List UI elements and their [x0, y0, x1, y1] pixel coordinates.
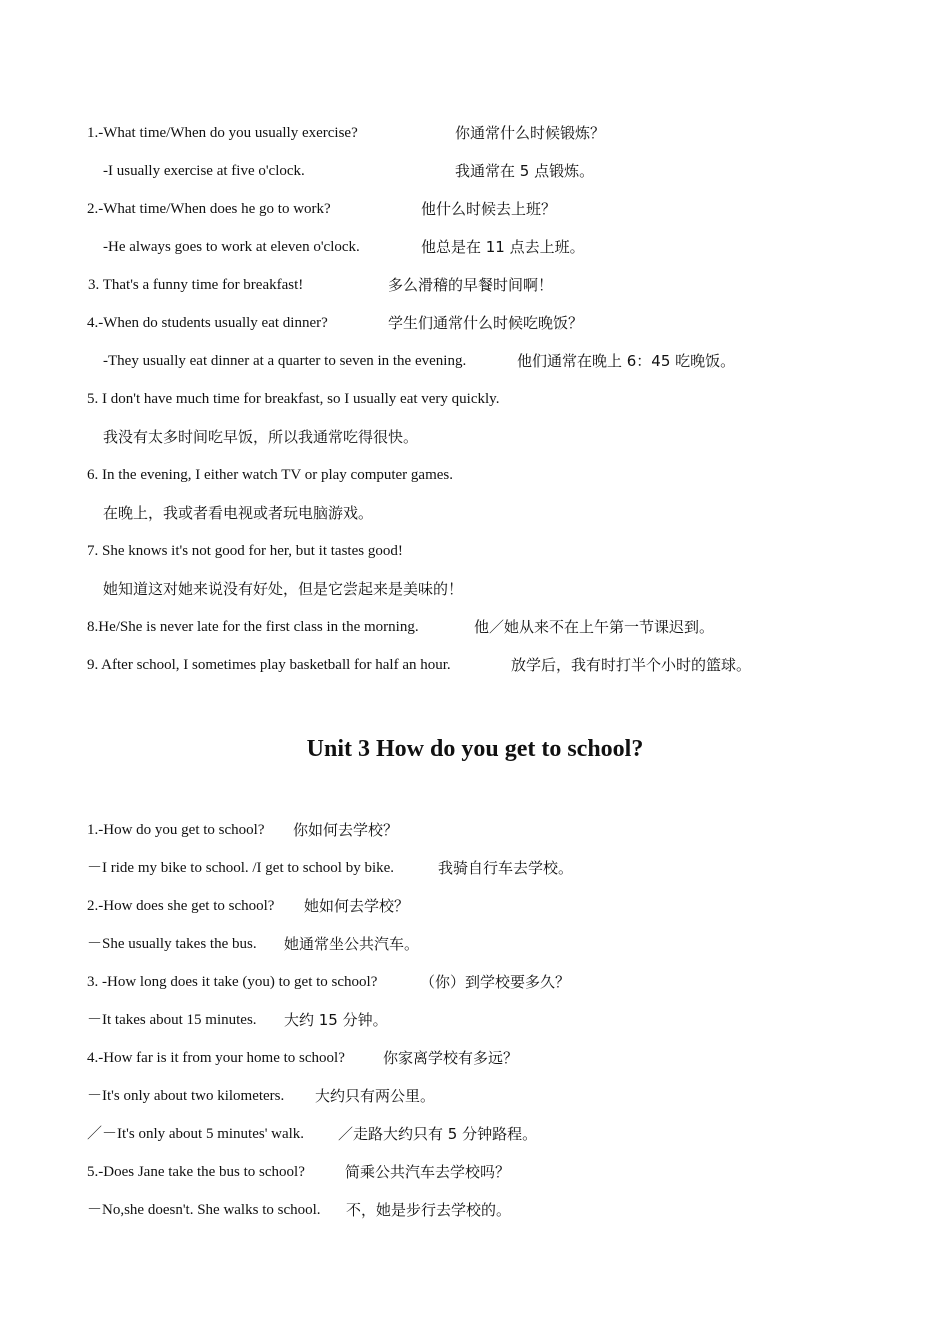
- sentence-en: －I ride my bike to school. /I get to school by bike.: [87, 860, 395, 876]
- sentence-cn: 她知道这对她来说没有好处，但是它尝起来是美味的！: [103, 580, 464, 598]
- sentence-en: 2.-What time/When does he go to work?: [87, 201, 331, 217]
- sentence-en: -I usually exercise at five o'clock.: [103, 163, 305, 179]
- sentence-cn: 你家离学校有多远？: [383, 1049, 519, 1067]
- sentence-cn: 他什么时候去上班？: [421, 200, 557, 218]
- sentence-en: 1.-What time/When do you usually exercise?: [87, 125, 358, 141]
- sentence-en: －She usually takes the bus.: [87, 936, 257, 952]
- sentence-en: -They usually eat dinner at a quarter to seven in the evening.: [103, 353, 467, 369]
- sentence-cn: 他总是在 11 点去上班。: [421, 238, 585, 256]
- sentence-cn: （你）到学校要多久？: [420, 973, 571, 991]
- sentence-cn: 多么滑稽的早餐时间啊！: [388, 276, 554, 294]
- sentence-cn: 她通常坐公共汽车。: [284, 935, 420, 953]
- sentence-cn: 他们通常在晚上 6：45 吃晚饭。: [517, 352, 736, 370]
- sentence-en: 9. After school, I sometimes play basketball for half an hour.: [87, 657, 451, 673]
- sentence-cn: 他／她从来不在上午第一节课迟到。: [474, 618, 715, 636]
- sentence-en: 2.-How does she get to school?: [87, 898, 275, 914]
- sentence-cn: 简乘公共汽车去学校吗？: [345, 1163, 511, 1181]
- sentence-en: ／－It's only about 5 minutes' walk.: [87, 1126, 305, 1142]
- sentence-en: 5. I don't have much time for breakfast, so I usually eat very quickly.: [87, 391, 500, 407]
- sentence-cn: 我骑自行车去学校。: [438, 859, 574, 877]
- unit-title: Unit 3 How do you get to school?: [306, 736, 644, 762]
- sentence-cn: 我通常在 5 点锻炼。: [455, 162, 595, 180]
- sentence-en: －It's only about two kilometers.: [87, 1088, 285, 1104]
- sentence-en: 1.-How do you get to school?: [87, 822, 265, 838]
- sentence-en: 4.-How far is it from your home to school?: [87, 1050, 345, 1066]
- sentence-en: 7. She knows it's not good for her, but it tastes good!: [87, 543, 403, 559]
- sentence-cn: 你通常什么时候锻炼？: [455, 124, 606, 142]
- sentence-en: 3. That's a funny time for breakfast!: [88, 277, 304, 293]
- sentence-en: －No,she doesn't. She walks to school.: [87, 1202, 321, 1218]
- sentence-cn: 她如何去学校？: [304, 897, 410, 915]
- sentence-en: 8.He/She is never late for the first class in the morning.: [87, 619, 419, 635]
- sentence-cn: 不，她是步行去学校的。: [346, 1201, 512, 1219]
- sentence-cn: 大约 15 分钟。: [284, 1011, 388, 1029]
- sentence-en: －It takes about 15 minutes.: [87, 1012, 257, 1028]
- sentence-cn: 学生们通常什么时候吃晚饭？: [388, 314, 584, 332]
- sentence-cn: 放学后，我有时打半个小时的篮球。: [511, 656, 752, 674]
- sentence-cn: 你如何去学校？: [293, 821, 399, 839]
- sentence-en: 5.-Does Jane take the bus to school?: [87, 1164, 305, 1180]
- sentence-en: 6. In the evening, I either watch TV or play computer games.: [87, 467, 453, 483]
- sentence-cn: 在晚上，我或者看电视或者玩电脑游戏。: [103, 504, 374, 522]
- sentence-en: 4.-When do students usually eat dinner?: [87, 315, 328, 331]
- sentence-cn: 大约只有两公里。: [315, 1087, 436, 1105]
- sentence-cn: ／走路大约只有 5 分钟路程。: [338, 1125, 538, 1143]
- sentence-cn: 我没有太多时间吃早饭，所以我通常吃得很快。: [103, 428, 419, 446]
- sentence-en: 3. -How long does it take (you) to get to school?: [87, 974, 378, 990]
- sentence-en: -He always goes to work at eleven o'clock.: [103, 239, 360, 255]
